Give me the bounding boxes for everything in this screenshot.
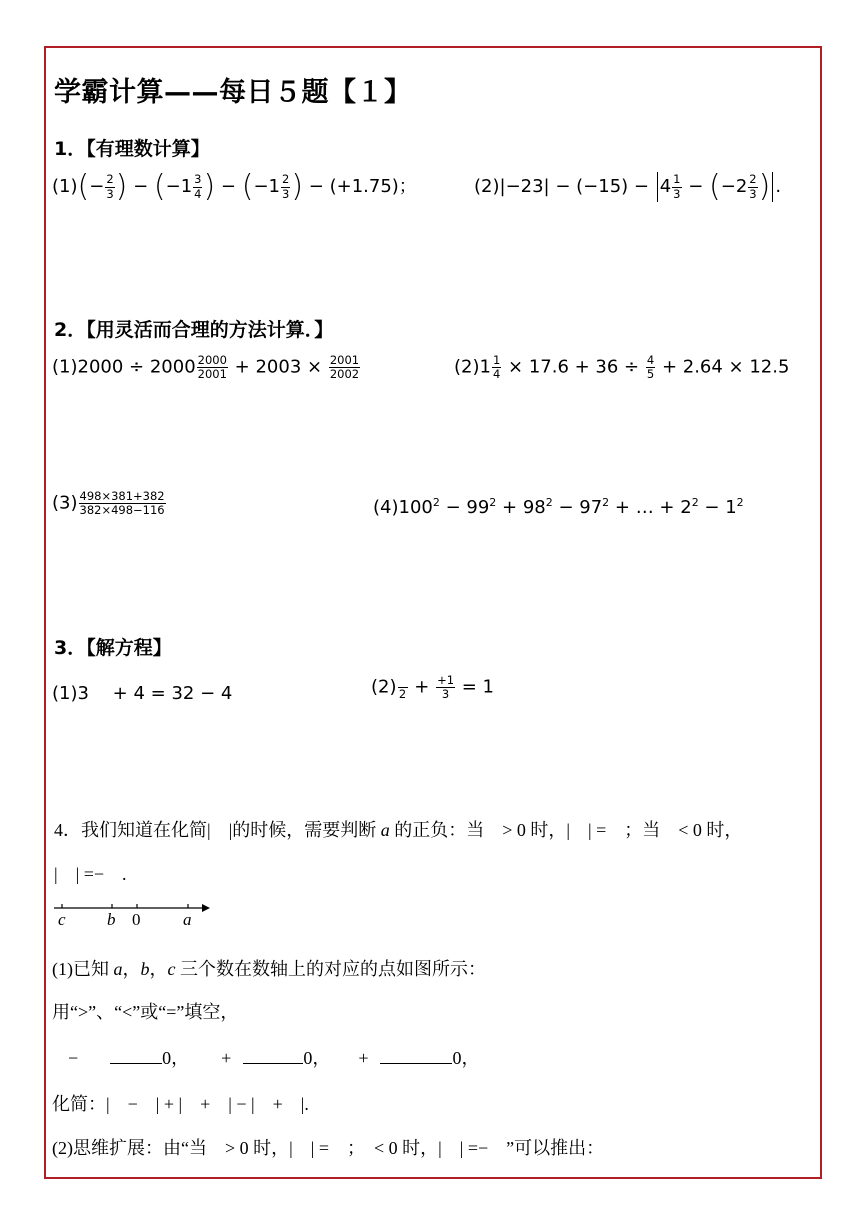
number-line-label-b: b: [107, 910, 116, 929]
fraction: $\frac{498\times 381+382}{382\times 498-116}$: [79, 489, 165, 518]
number-line: [52, 896, 217, 941]
fraction: $\frac{1}{4}$: [492, 353, 501, 382]
problem-3-2: (2) 2 + $\frac{+1}{3}$ = 1: [371, 673, 495, 702]
answer-blank[interactable]: [243, 1045, 303, 1064]
problem-2-3: (3) $\frac{498\times 381+382}{382\times 498-116}$: [52, 489, 165, 518]
section-1-heading: 1．【有理数计算】: [54, 138, 210, 160]
problem-4-intro: 4．我们知道在化简| |的时候，需要判断 a 的正负：当 > 0 时，| | = ；当 < 0 时，: [54, 820, 743, 840]
fraction: $\frac{1}{3}$: [673, 172, 681, 201]
problem-2-4: $(4)100^2 - 99^2 + 98^2 - 97^2$ + … + $2^2 - 1^2$: [373, 496, 744, 518]
fraction: $\frac{+1}{3}$: [437, 673, 455, 702]
fraction: $\frac{4}{5}$: [646, 353, 655, 382]
answer-blank[interactable]: [110, 1045, 162, 1064]
fraction: $\frac{2000}{2001}$: [197, 353, 227, 382]
number-line-label-zero: 0: [132, 910, 141, 929]
problem-1-1: (1)(− $\frac{2}{3}$ ) − (−1 $\frac{3}{4}$ ) − (−1 $\frac{2}{3}$ ) − (+1.75)；: [52, 169, 417, 204]
problem-4-1-simplify: 化简：| − | + | + | − | + |.: [52, 1094, 309, 1114]
problem-label: (1): [52, 176, 78, 197]
problem-2-1: (1)2000 ÷ 2000 $\frac{2000}{2001}$ + 2003 × $\frac{2001}{2002}$: [52, 353, 360, 382]
problem-2-2: (2)1 $\frac{1}{4}$ × 17.6 + 36 ÷ $\frac{4}{5}$ + 2.64 × 12.5: [454, 353, 790, 382]
section-3-heading: 3．【解方程】: [54, 637, 172, 659]
answer-blank[interactable]: [380, 1045, 452, 1064]
problem-4-1: (1)已知 a，b，c 三个数在数轴上的对应的点如图所示：: [52, 959, 486, 979]
fraction: 2: [398, 674, 408, 701]
problem-1-2: (2)|−23| − (−15) − 4 $\frac{1}{3}$ − (−2 $\frac{2}{3}$ ) .: [474, 169, 782, 204]
fraction: $\frac{2}{3}$: [749, 172, 757, 201]
problem-4-intro-line2: | | =− .: [54, 864, 127, 884]
fraction: $\frac{3}{4}$: [194, 172, 202, 201]
problem-4-2: (2)思维扩展：由“当 > 0 时，| | = ； < 0 时，| | =− ”可以推出：: [52, 1138, 605, 1158]
fraction: $\frac{2001}{2002}$: [329, 353, 360, 382]
page-title: 学霸计算——每日５题【１】: [54, 77, 412, 108]
fraction: $\frac{2}{3}$: [282, 172, 290, 201]
section-2-heading: 2．【用灵活而合理的方法计算．】: [54, 319, 334, 341]
problem-4-1-blanks: − 0， + 0， + 0，: [52, 1044, 479, 1070]
problem-3-1: (1)3 + 4 = 32 − 4: [52, 683, 233, 704]
problem-label: (2): [474, 176, 500, 197]
fraction: $\frac{2}{3}$: [106, 172, 114, 201]
problem-4-1-instruction: 用“>”、“<”或“=”填空，: [52, 1002, 239, 1022]
number-line-label-c: c: [58, 910, 66, 929]
number-line-label-a: a: [183, 910, 192, 929]
